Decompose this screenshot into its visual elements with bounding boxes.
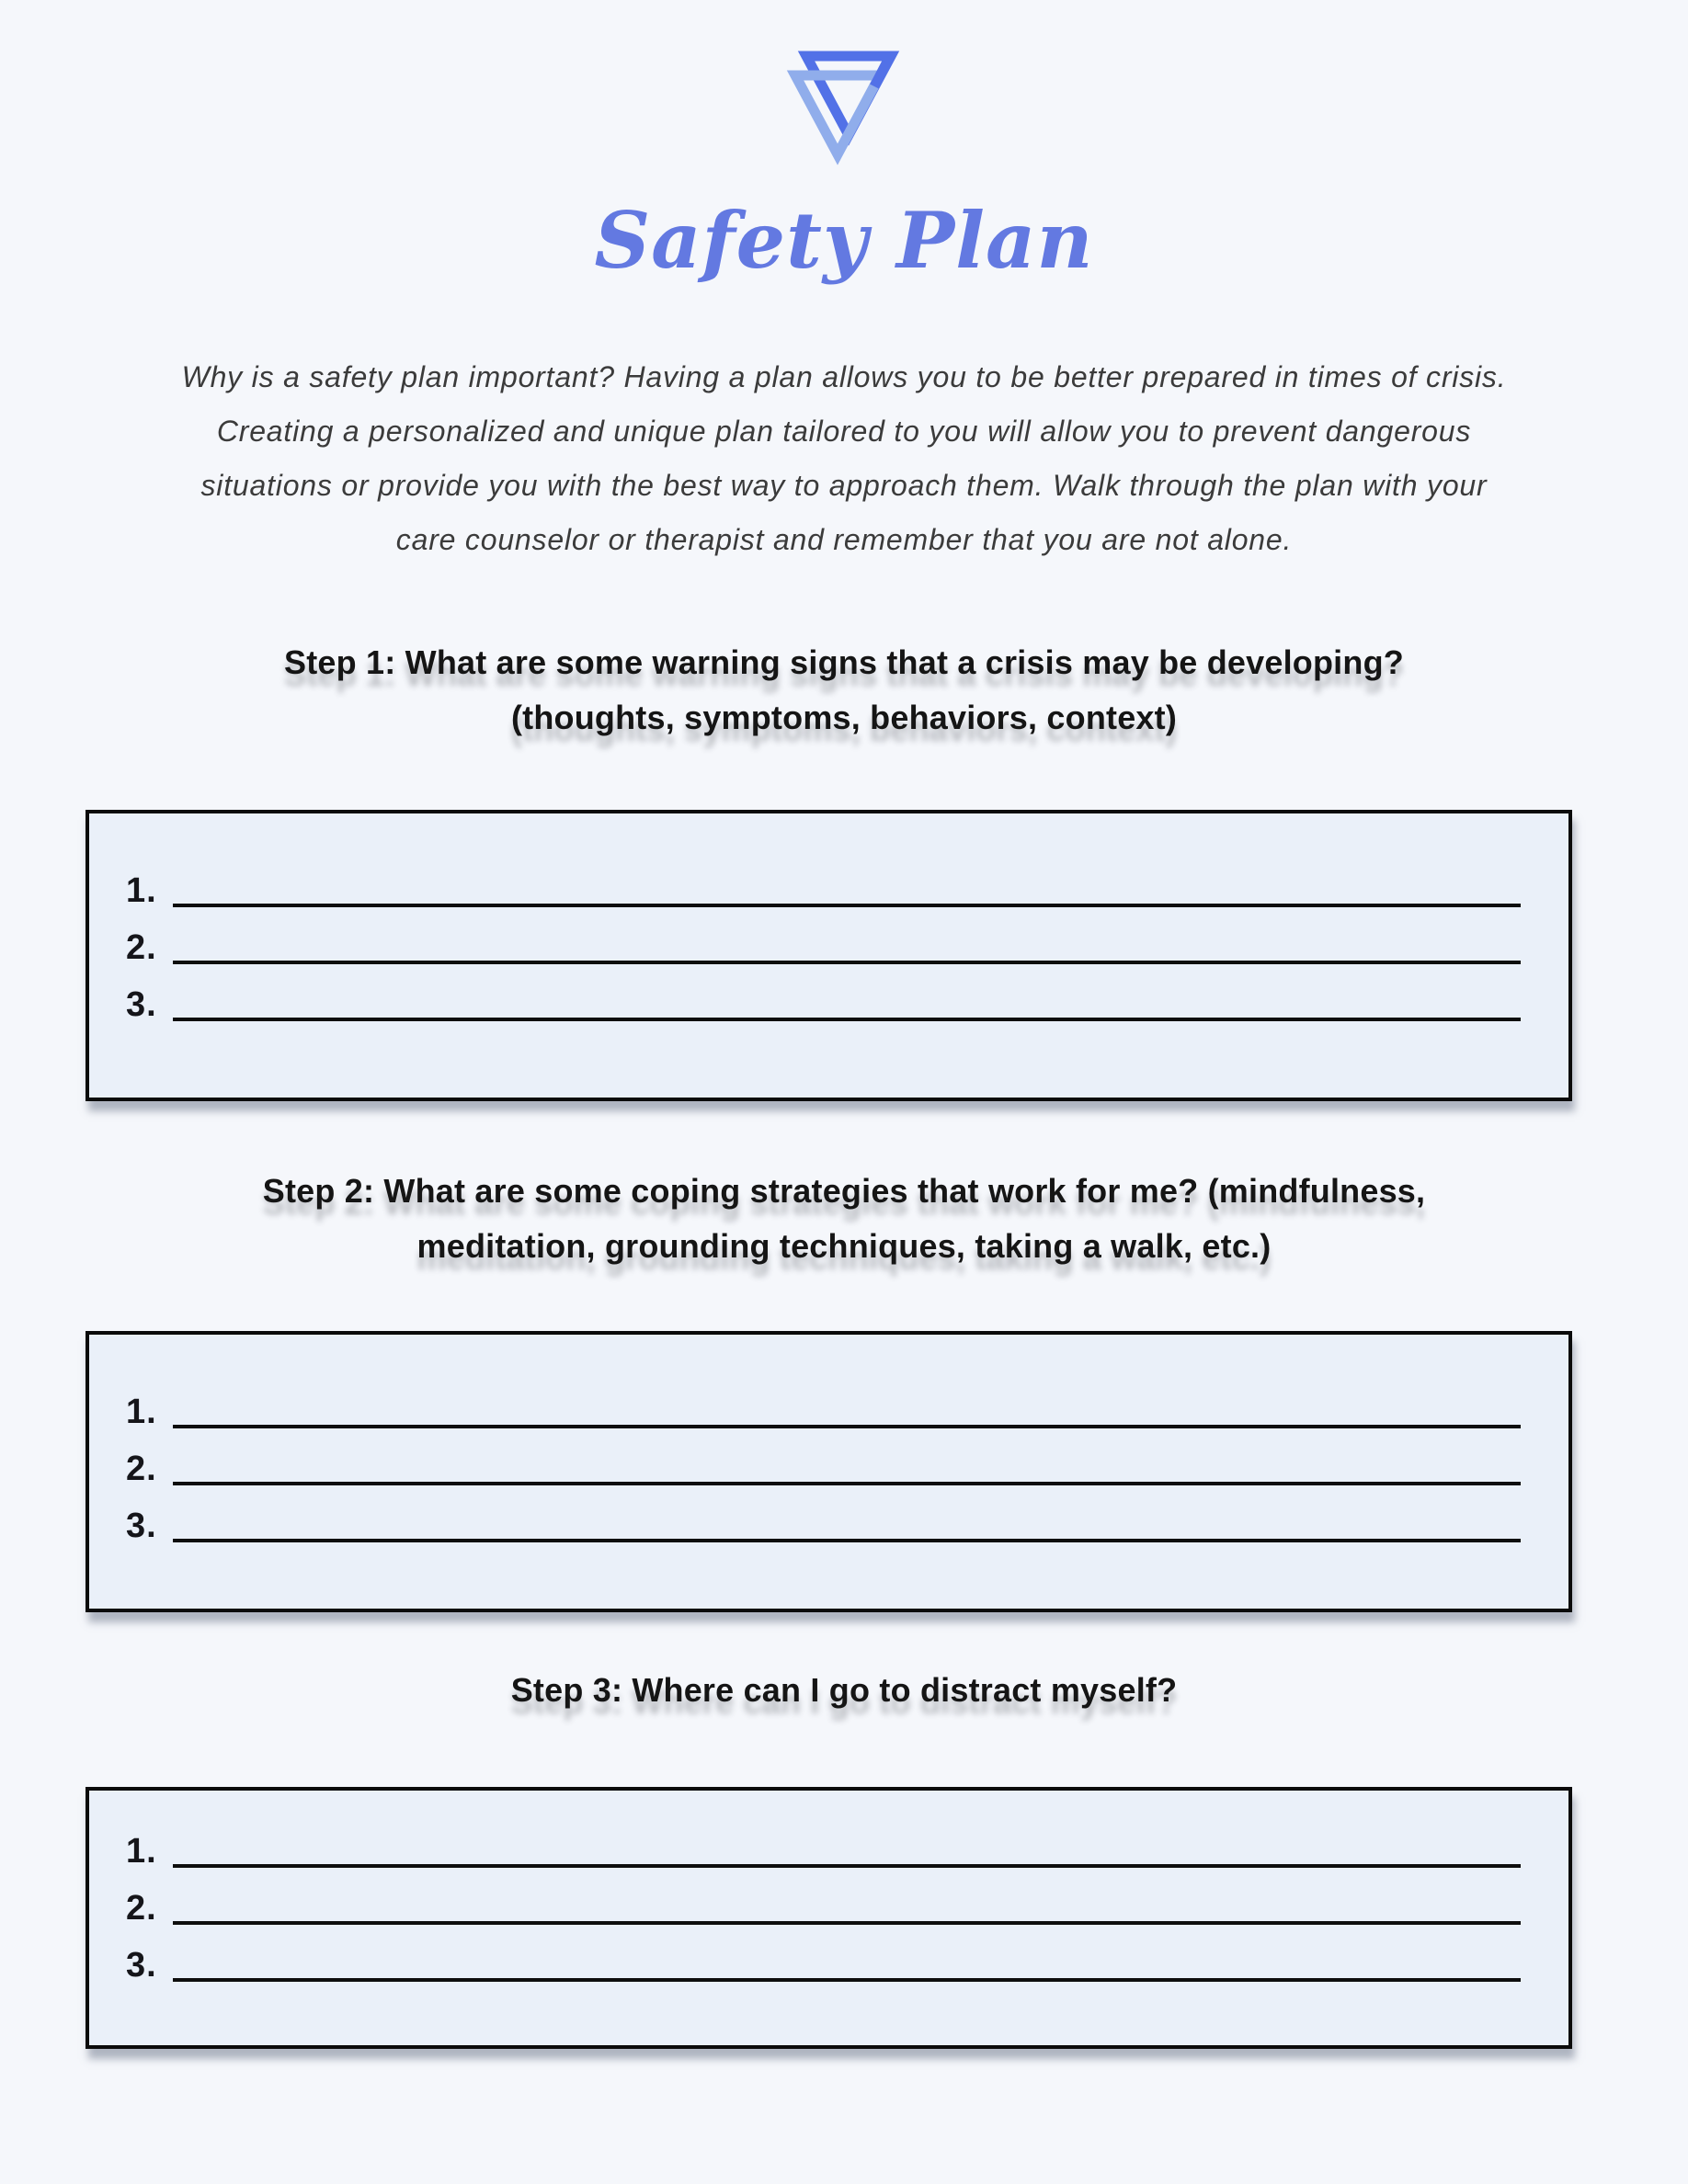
- step-2-heading: [0, 1164, 1688, 1274]
- entry-blank-line[interactable]: [173, 1425, 1521, 1428]
- intro-paragraph: [53, 350, 1635, 567]
- entry-number: 2.: [126, 1889, 157, 1928]
- entry-blank-line[interactable]: [173, 1539, 1521, 1542]
- entry-number: 1.: [126, 871, 157, 910]
- step-2-section: [0, 1164, 1688, 1612]
- step-2-heading-line-1: Step 2: What are some coping strategies that work for me? (mindfulness,: [262, 1172, 1426, 1210]
- logo-container: [0, 0, 1688, 165]
- step-2-heading-line-2: meditation, grounding techniques, taking a walk, etc.): [416, 1227, 1272, 1265]
- intro-line: situations or provide you with the best way to approach them. Walk through the plan with your: [200, 469, 1488, 502]
- entry-row: [126, 1436, 1521, 1493]
- step-3-section: [0, 1663, 1688, 2049]
- intro-line: care counselor or therapist and remember that you are not alone.: [395, 523, 1293, 556]
- entry-row: [126, 1493, 1521, 1550]
- double-triangle-icon: [786, 50, 902, 165]
- entry-row: [126, 1932, 1521, 1989]
- page-title: Safety Plan: [594, 195, 1094, 286]
- intro-line: Why is a safety plan important? Having a plan allows you to be better prepared in times of crisis.: [181, 360, 1507, 393]
- step-1-heading-line-2: (thoughts, symptoms, behaviors, context): [510, 699, 1178, 736]
- entry-row: [126, 1379, 1521, 1436]
- entry-number: 3.: [126, 1507, 157, 1545]
- step-1-answer-box: [86, 810, 1572, 1101]
- entry-blank-line[interactable]: [173, 1864, 1521, 1868]
- entry-blank-line[interactable]: [173, 904, 1521, 907]
- entry-blank-line[interactable]: [173, 1978, 1521, 1982]
- step-1-heading: [0, 635, 1688, 745]
- entry-row: [126, 1875, 1521, 1932]
- entry-row: [126, 972, 1521, 1029]
- entry-blank-line[interactable]: [173, 1482, 1521, 1485]
- entry-row: [126, 915, 1521, 972]
- step-3-answer-box: [86, 1787, 1572, 2049]
- entry-row: [126, 1818, 1521, 1875]
- step-1-heading-line-1: Step 1: What are some warning signs that a crisis may be developing?: [284, 643, 1404, 681]
- entry-number: 1.: [126, 1832, 157, 1871]
- entry-blank-line[interactable]: [173, 1018, 1521, 1021]
- step-2-answer-box: [86, 1331, 1572, 1612]
- entry-blank-line[interactable]: [173, 1921, 1521, 1925]
- entry-row: [126, 858, 1521, 915]
- step-1-section: [0, 635, 1688, 1101]
- entry-number: 2.: [126, 1450, 157, 1488]
- step-3-heading-line-1: Step 3: Where can I go to distract myself?: [510, 1671, 1178, 1709]
- step-3-heading: [0, 1663, 1688, 1718]
- entry-number: 3.: [126, 1946, 157, 1985]
- intro-line: Creating a personalized and unique plan tailored to you will allow you to prevent dangerous: [216, 415, 1472, 448]
- entry-number: 3.: [126, 985, 157, 1024]
- entry-number: 2.: [126, 928, 157, 967]
- entry-blank-line[interactable]: [173, 961, 1521, 964]
- entry-number: 1.: [126, 1393, 157, 1431]
